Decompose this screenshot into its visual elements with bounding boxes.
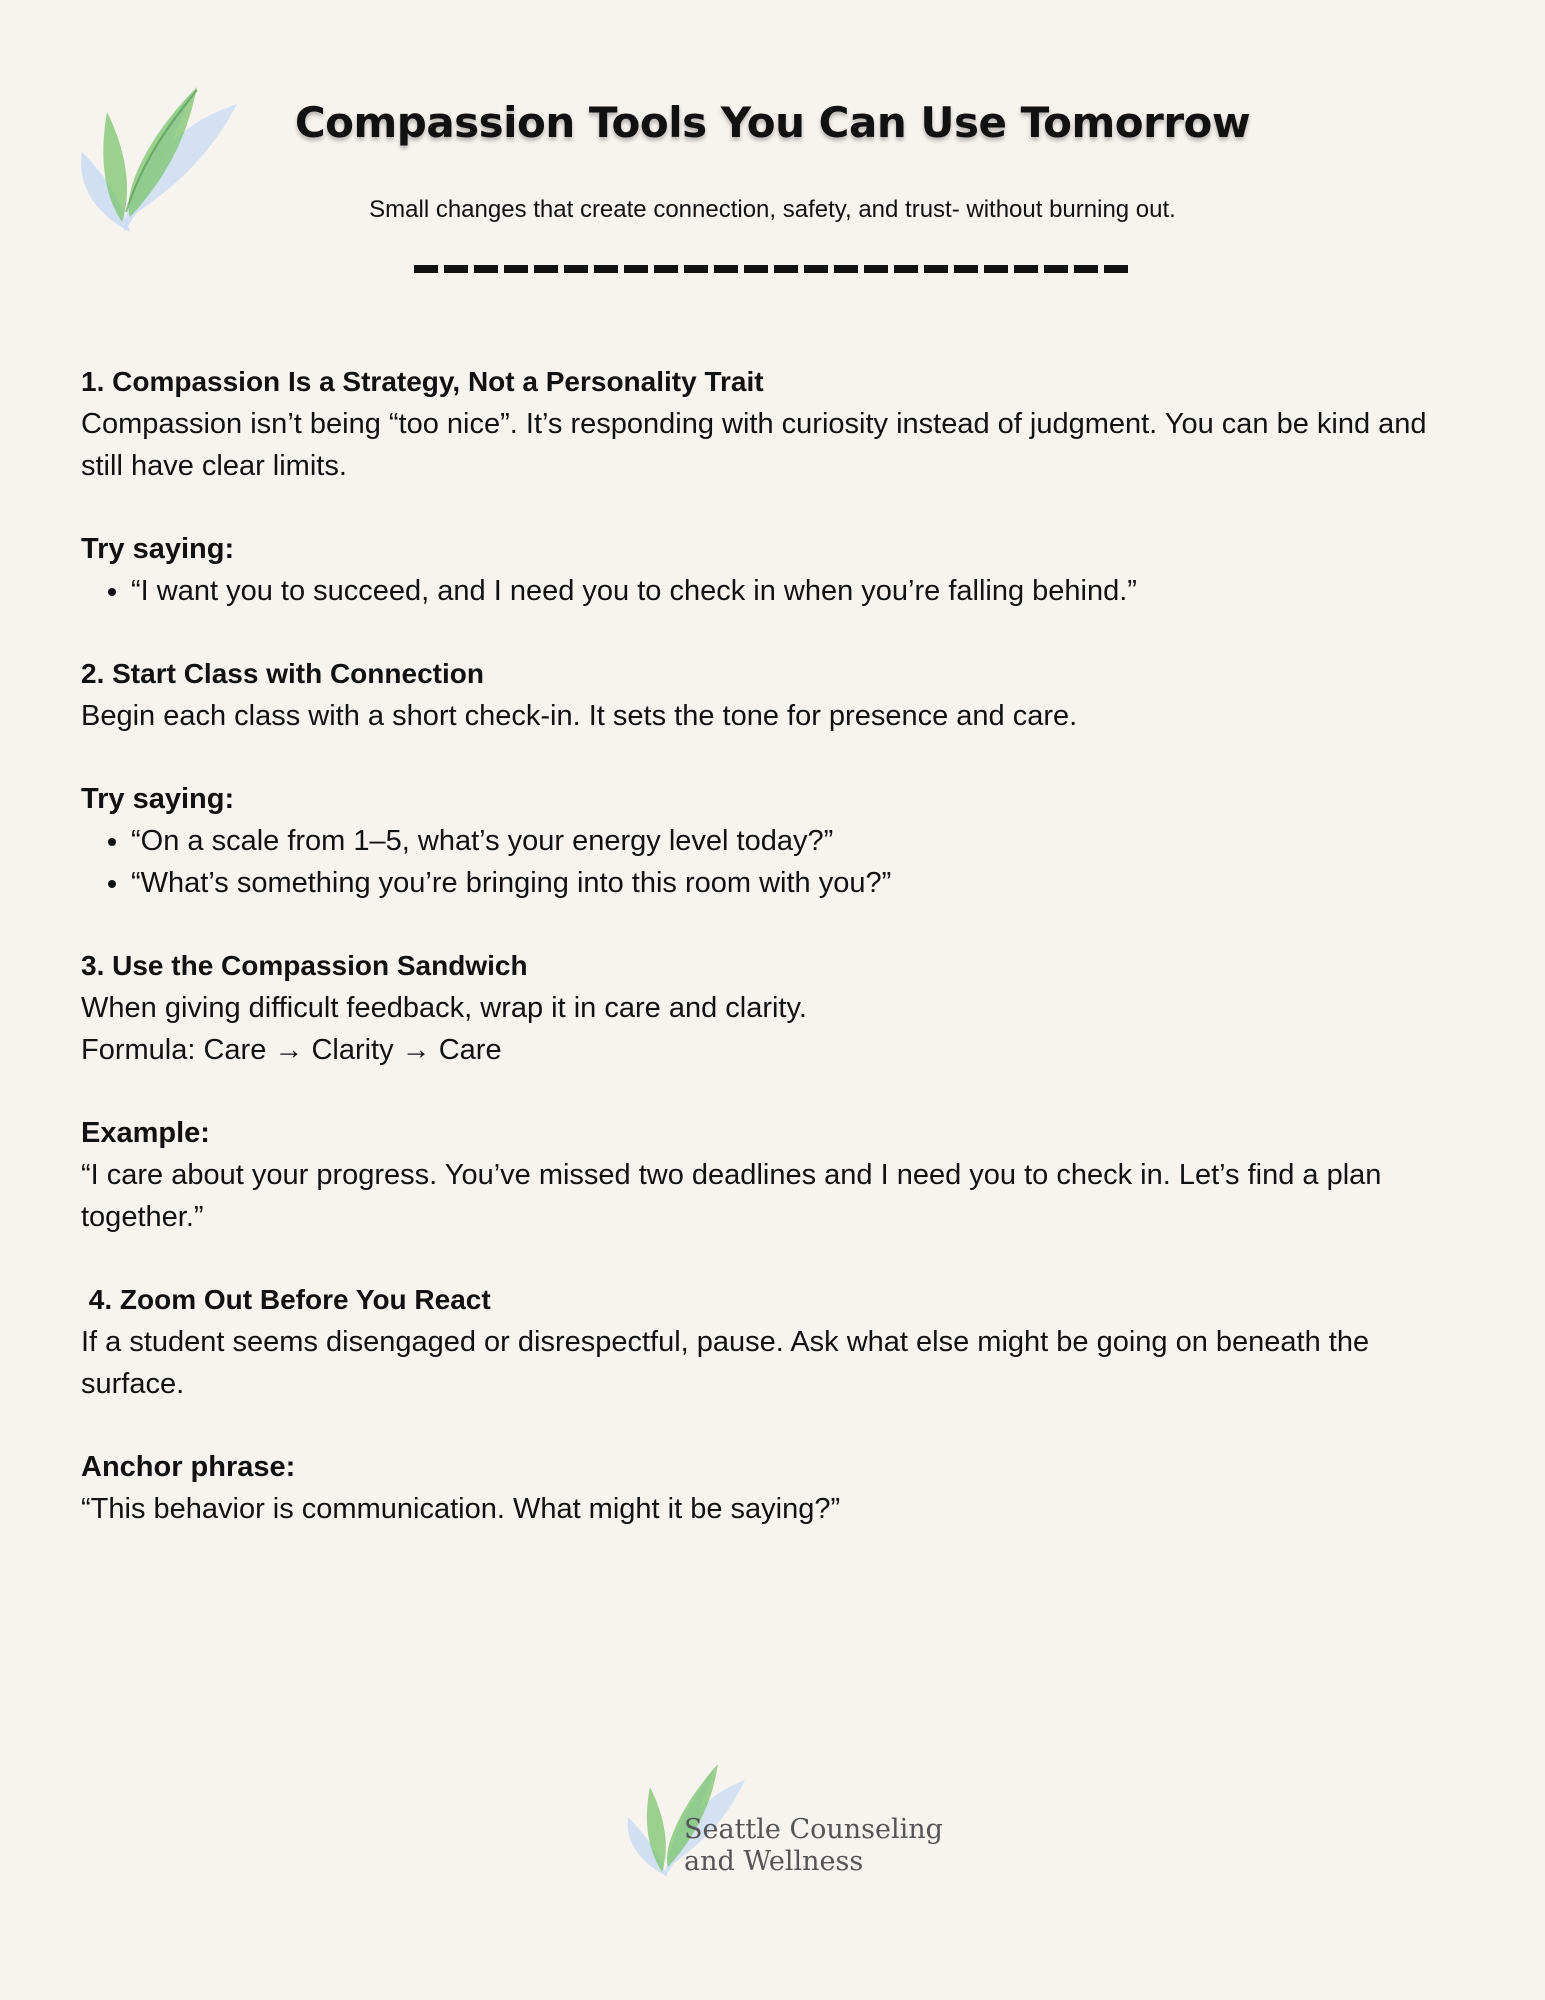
section-body: Compassion isn’t being “too nice”. It’s responding with curiosity instead of judgment. You can be kind and still have clear limits. bbox=[81, 408, 1427, 482]
list-item: • “I want you to succeed, and I need you to check in when you’re falling behind.” bbox=[131, 570, 1471, 612]
bullet-list bbox=[81, 570, 1471, 612]
dashed-divider bbox=[414, 265, 1134, 273]
example-text: “I care about your progress. You’ve missed two deadlines and I need you to check in. Let’s find a plan together.” bbox=[81, 1159, 1382, 1233]
main-content bbox=[81, 361, 1471, 1530]
footer-org-line1: Seattle Counseling bbox=[684, 1814, 943, 1845]
page-subtitle: Small changes that create connection, safety, and trust- without burning out. bbox=[369, 196, 1176, 223]
footer-org-line2: and Wellness bbox=[684, 1846, 864, 1877]
example-label: Example: bbox=[81, 1117, 210, 1149]
section-4 bbox=[81, 1279, 1471, 1530]
section-heading: 2. Start Class with Connection bbox=[81, 658, 484, 689]
list-item: • “What’s something you’re bringing into this room with you?” bbox=[131, 862, 1471, 904]
section-2 bbox=[81, 653, 1471, 904]
anchor-phrase-text: “This behavior is communication. What might it be saying?” bbox=[81, 1493, 841, 1525]
section-heading: 3. Use the Compassion Sandwich bbox=[81, 950, 528, 981]
formula-line: Formula: Care → Clarity → Care bbox=[81, 1034, 502, 1066]
try-saying-label: Try saying: bbox=[81, 783, 235, 815]
bullet-list bbox=[81, 820, 1471, 904]
try-saying-label: Try saying: bbox=[81, 533, 235, 565]
section-body: If a student seems disengaged or disrespectful, pause. Ask what else might be going on beneath the surface. bbox=[81, 1326, 1370, 1400]
section-1 bbox=[81, 361, 1471, 612]
footer-org-name bbox=[684, 1814, 943, 1878]
page-title: Compassion Tools You Can Use Tomorrow bbox=[294, 98, 1251, 147]
anchor-phrase-label: Anchor phrase: bbox=[81, 1451, 296, 1483]
list-item: • “On a scale from 1–5, what’s your energy level today?” bbox=[131, 820, 1471, 862]
section-heading: 1. Compassion Is a Strategy, Not a Personality Trait bbox=[81, 366, 764, 397]
section-body: When giving difficult feedback, wrap it in care and clarity. bbox=[81, 992, 807, 1024]
section-3 bbox=[81, 945, 1471, 1238]
section-body: Begin each class with a short check-in. It sets the tone for presence and care. bbox=[81, 700, 1078, 732]
section-heading: 4. Zoom Out Before You React bbox=[81, 1284, 491, 1315]
